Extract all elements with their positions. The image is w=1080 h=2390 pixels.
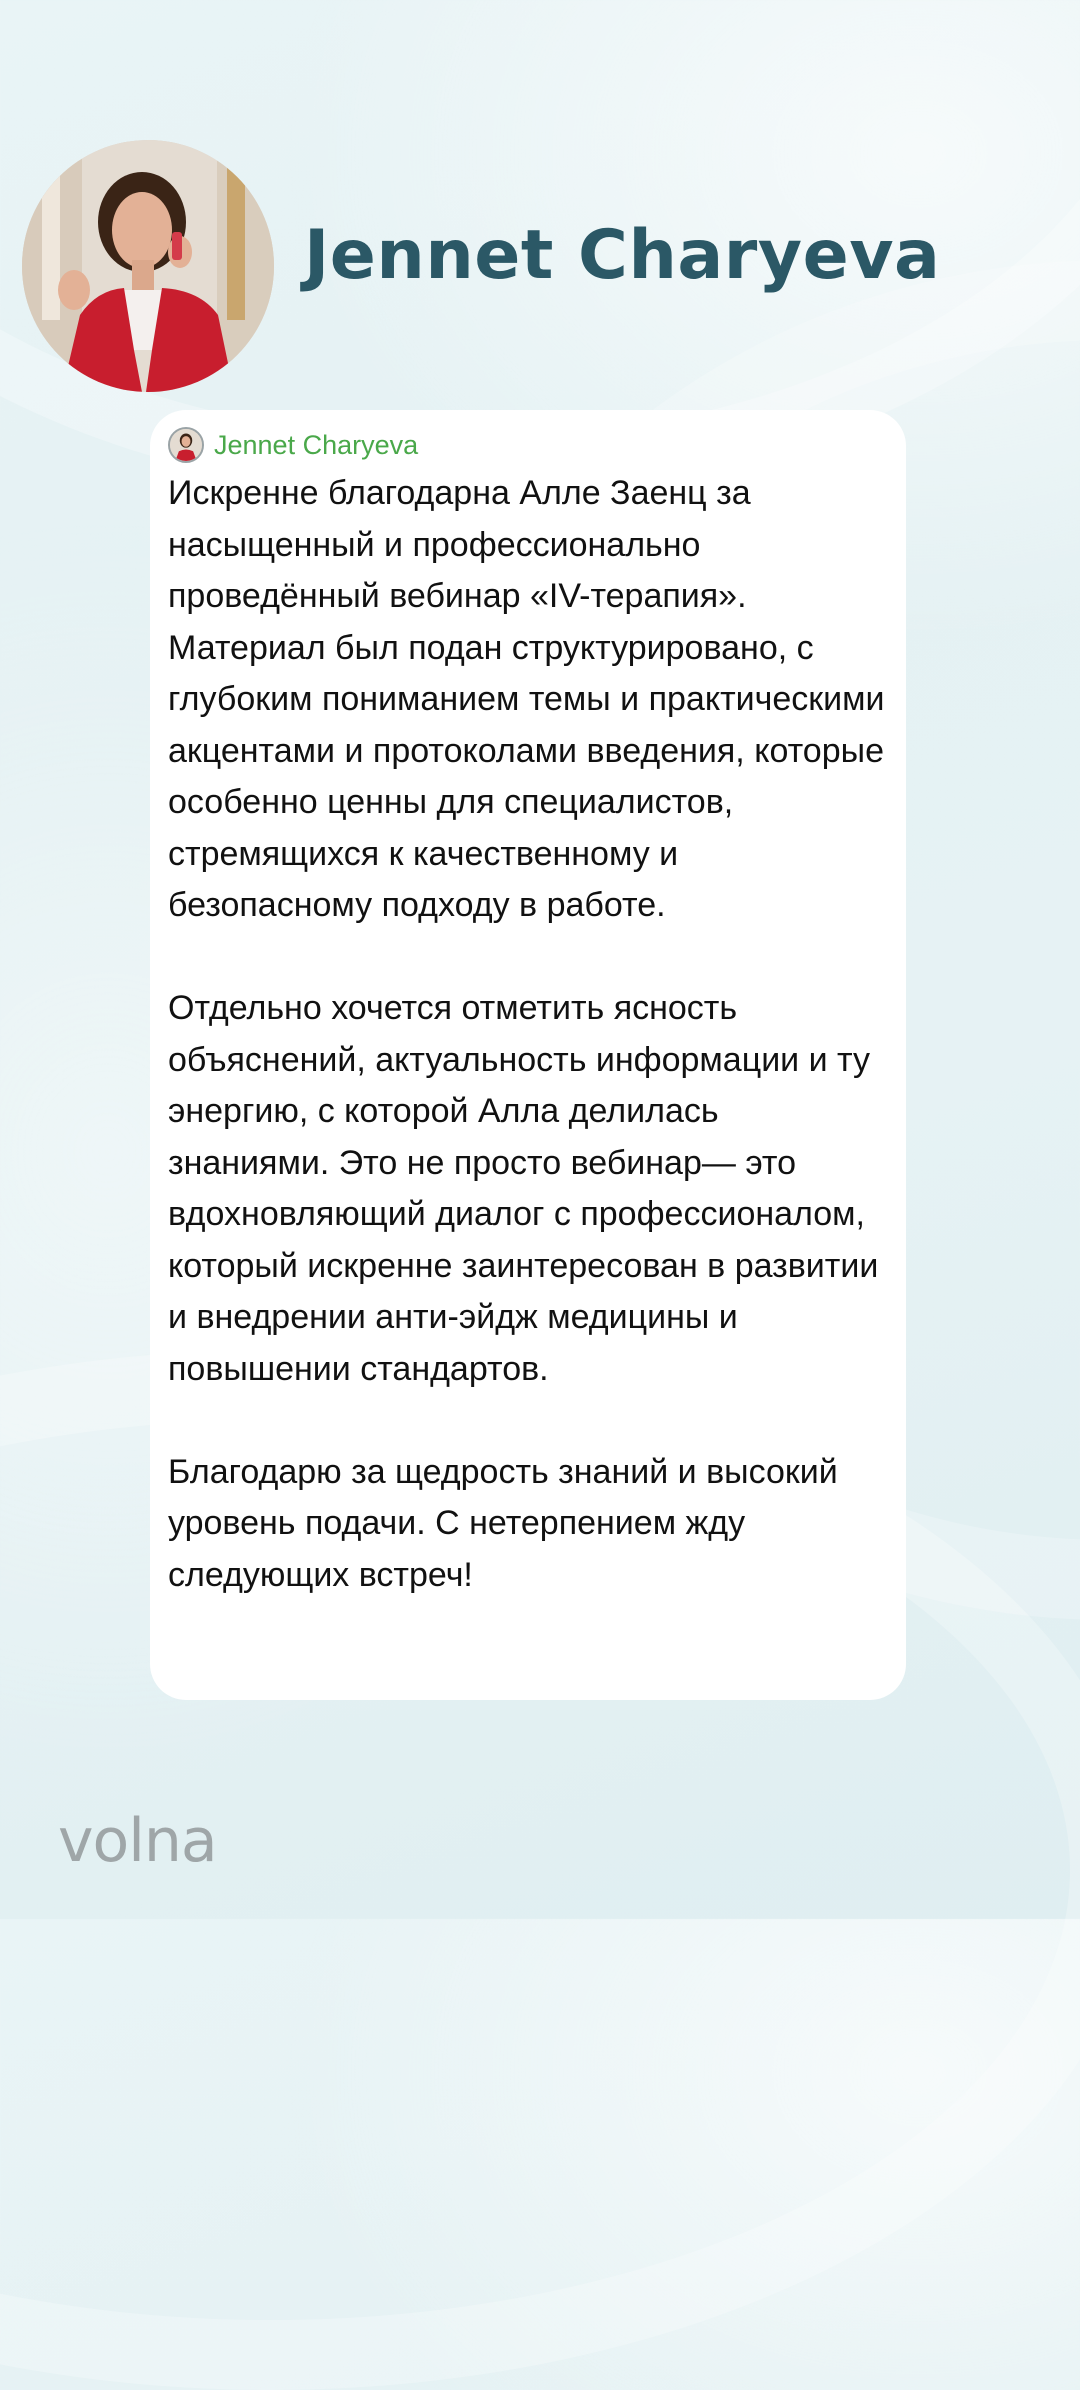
brand-logo: volna bbox=[58, 1806, 217, 1876]
message-paragraph: Отдельно хочется отметить ясность объяснений, актуальность информации и ту энергию, с которой Алла делилась знаниями. Это не просто вебинар— это вдохновляющий диалог с профессионалом, который искренне заинтересован в развитии и внедрении анти-эйдж медицины и повышении стандартов. bbox=[168, 989, 879, 1388]
author-avatar-icon bbox=[168, 427, 204, 463]
message-paragraph: Искренне благодарна Алле Заенц за насыщенный и профессионально проведённый вебинар «IV-терапия». Материал был подан структурировано, с глубоким пониманием темы и практическими акцентами и протоколами введения, которые особенно ценны для специалистов, стремящихся к качественному и безопасному подходу в работе. bbox=[168, 474, 885, 924]
message-header bbox=[168, 424, 888, 466]
message-paragraph: Благодарю за щедрость знаний и высокий уровень подачи. С нетерпением жду следующих встреч! bbox=[168, 1452, 838, 1594]
profile-name: Jennet Charyeva bbox=[304, 216, 941, 295]
profile-avatar bbox=[22, 140, 274, 392]
profile-header bbox=[22, 140, 1062, 395]
testimonial-message-card bbox=[150, 410, 906, 1700]
message-body bbox=[168, 468, 888, 1601]
profile-photo-icon bbox=[22, 140, 274, 392]
message-author: Jennet Charyeva bbox=[214, 429, 419, 460]
